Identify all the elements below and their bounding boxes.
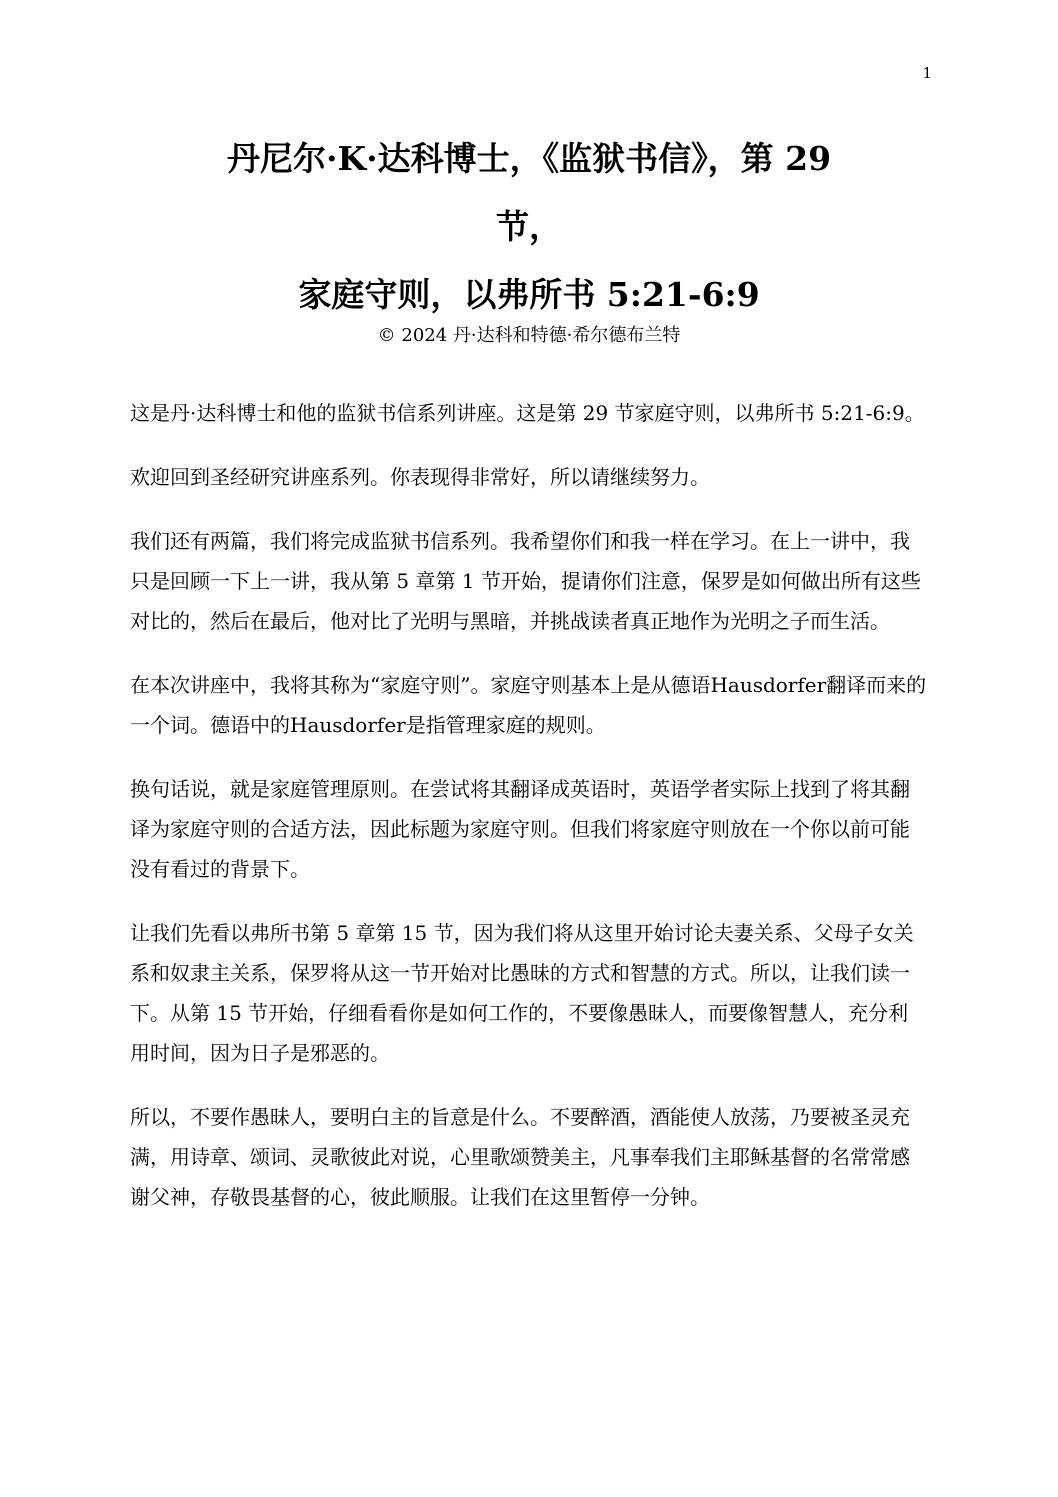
paragraph-4: 在本次讲座中，我将其称为“家庭守则”。家庭守则基本上是从德语Hausdorfer翻译而来的一个词。德语中的Hausdorfer是指管理家庭的规则。 — [130, 673, 927, 737]
paragraph-3: 我们还有两篇，我们将完成监狱书信系列。我希望你们和我一样在学习。在上一讲中，我只是回顾一下上一讲，我从第 5 章第 1 节开始，提请你们注意，保罗是如何做出所有这些对比的，然后在最后，他对比了光明与黑暗，并挑战读者真正地作为光明之子而生活。 — [130, 529, 921, 633]
paragraph-6: 让我们先看以弗所书第 5 章第 15 节，因为我们将从这里开始讨论夫妻关系、父母子女关系和奴隶主关系，保罗将从这一节开始对比愚昧的方式和智慧的方式。所以，让我们读一下。从第 15 节开始，仔细看看你是如何工作的，不要像愚昧人，而要像智慧人，充分利用时间，因为日子是邪恶的。 — [130, 921, 914, 1065]
paragraph-1: 这是丹·达科博士和他的监狱书信系列讲座。这是第 29 节家庭守则，以弗所书 5:21-6:9。 — [130, 401, 925, 425]
title-block — [130, 138, 928, 348]
document-title-line-1: 丹尼尔·K·达科博士，《监狱书信》，第 29 — [226, 139, 832, 178]
document-title-line-2: 节， — [496, 207, 562, 247]
page-number: 1 — [922, 64, 932, 82]
copyright-line: © 2024 丹·达科和特德·希尔德布兰特 — [377, 324, 681, 346]
document-title-line-3: 家庭守则，以弗所书 5:21-6:9 — [298, 275, 760, 315]
paragraph-5: 换句话说，就是家庭管理原则。在尝试将其翻译成英语时，英语学者实际上找到了将其翻译为家庭守则的合适方法，因此标题为家庭守则。但我们将家庭守则放在一个你以前可能没有看过的背景下。 — [130, 777, 910, 881]
paragraph-2: 欢迎回到圣经研究讲座系列。你表现得非常好，所以请继续努力。 — [130, 465, 710, 489]
paragraph-7: 所以，不要作愚昧人，要明白主的旨意是什么。不要醉酒，酒能使人放荡，乃要被圣灵充满，用诗章、颂词、灵歌彼此对说，心里歌颂赞美主，凡事奉我们主耶稣基督的名常常感谢父神，存敬畏基督的心，彼此顺服。让我们在这里暂停一分钟。 — [130, 1105, 910, 1209]
document-body — [130, 393, 928, 1241]
